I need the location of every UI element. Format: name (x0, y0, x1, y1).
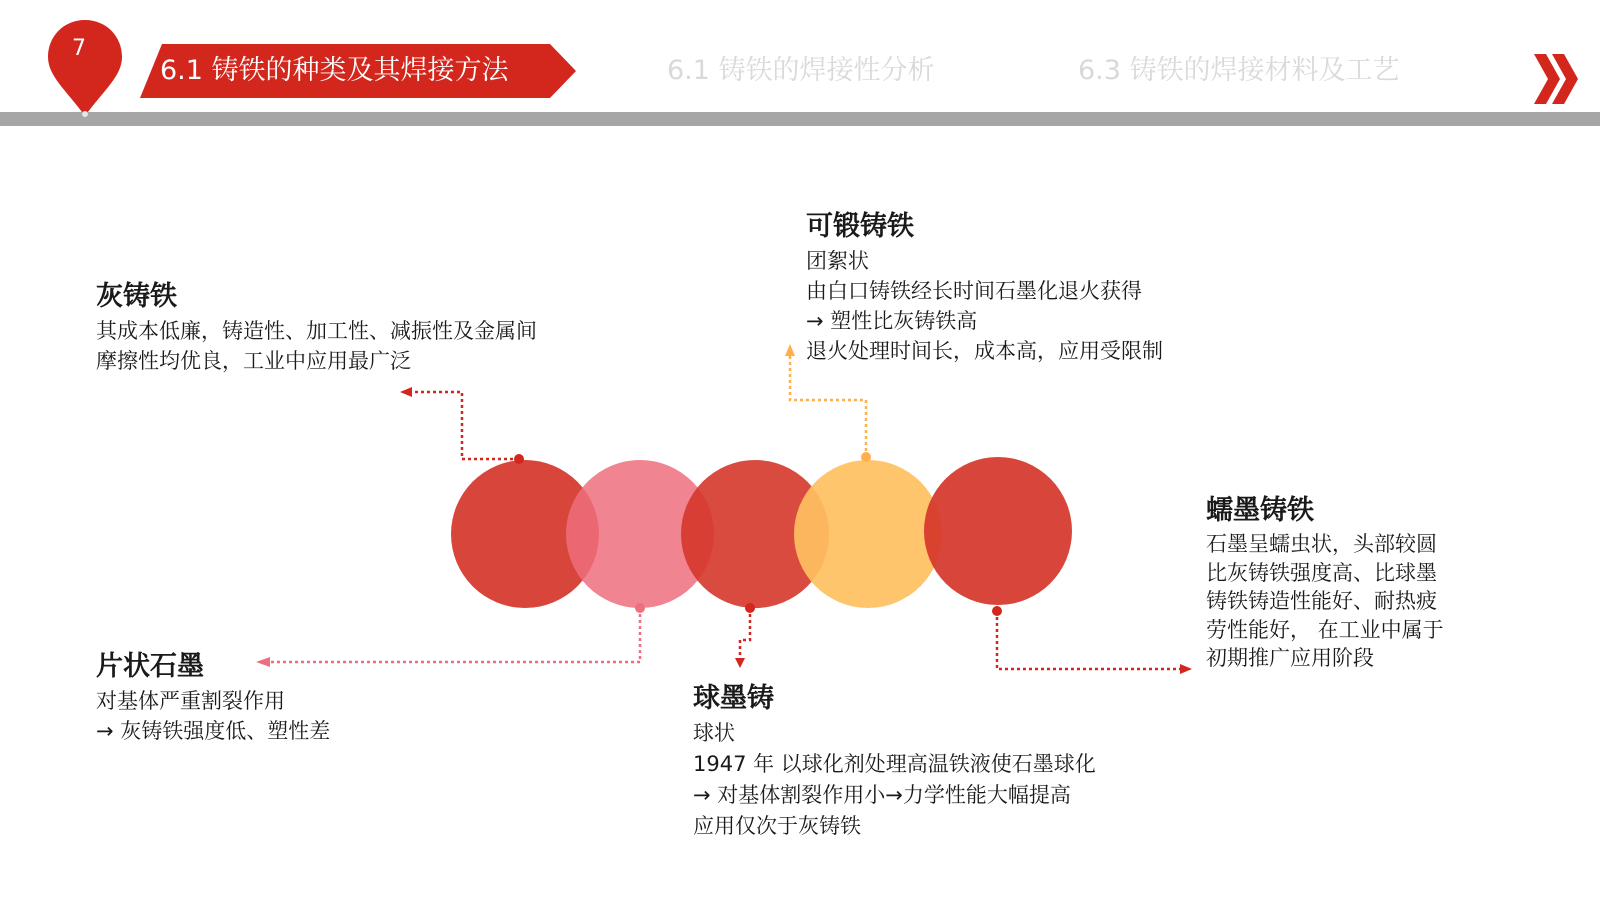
flake-graphite-line: → 灰铸铁强度低、塑性差 (96, 719, 331, 743)
malleable-cast-iron-line: → 塑性比灰铸铁高 (806, 309, 978, 333)
gray-cast-iron-title: 灰铸铁 (96, 281, 177, 312)
malleable-cast-iron-title: 可锻铸铁 (806, 211, 914, 242)
vermicular-cast-iron-line: 比灰铸铁强度高、比球墨 (1206, 560, 1437, 585)
vermicular-cast-iron-line: 初期推广应用阶段 (1206, 646, 1374, 670)
malleable-cast-iron-block (806, 208, 1163, 366)
gray-cast-iron-line: 其成本低廉，铸造性、加工性、减振性及金属间 (96, 319, 537, 343)
vermicular-cast-iron-line: 石墨呈蠕虫状，头部较圆 (1206, 532, 1437, 556)
vermicular-cast-iron-title: 蠕墨铸铁 (1206, 495, 1314, 526)
flake-graphite-line: 对基体严重割裂作用 (96, 689, 285, 713)
flake-graphite-block (96, 648, 330, 746)
circle-vermicular-cast-iron (924, 457, 1072, 605)
connector-gray-cast-iron (400, 387, 524, 464)
malleable-cast-iron-line: 团絮状 (806, 249, 869, 273)
flake-graphite-title: 片状石墨 (96, 651, 204, 682)
malleable-cast-iron-line: 由白口铸铁经长时间石墨化退火获得 (806, 279, 1142, 303)
connector-vermicular-cast-iron (992, 606, 1192, 674)
nodular-cast-iron-line: 球状 (693, 721, 735, 745)
malleable-cast-iron-line: 退火处理时间长，成本高，应用受限制 (806, 339, 1163, 363)
nodular-cast-iron-title: 球墨铸 (693, 683, 774, 714)
nodular-cast-iron-line: → 对基体割裂作用小→力学性能大幅提高 (693, 783, 1071, 807)
tab-weldability-analysis[interactable]: 6.1 铸铁的焊接性分析 (667, 55, 935, 86)
gray-cast-iron-block (96, 278, 537, 376)
nodular-cast-iron-line: 应用仅次于灰铸铁 (693, 814, 861, 838)
connector-nodular-cast-iron (735, 603, 755, 668)
vermicular-cast-iron-block (1206, 492, 1444, 673)
nodular-cast-iron-line: 1947 年 以球化剂处理高温铁液使石墨球化 (693, 752, 1096, 776)
nodular-cast-iron-block (693, 680, 1096, 842)
active-section-title: 6.1 铸铁的种类及其焊接方法 (160, 55, 509, 86)
circle-malleable-cast-iron (794, 460, 942, 608)
vermicular-cast-iron-line: 铸铁铸造性能好、耐热疲 (1206, 589, 1437, 613)
slide-number: 7 (72, 36, 86, 61)
vermicular-cast-iron-line: 劳性能好， 在工业中属于 (1206, 617, 1444, 642)
gray-cast-iron-line: 摩擦性均优良，工业中应用最广泛 (96, 349, 411, 373)
tab-welding-materials[interactable]: 6.3 铸铁的焊接材料及工艺 (1078, 55, 1400, 86)
